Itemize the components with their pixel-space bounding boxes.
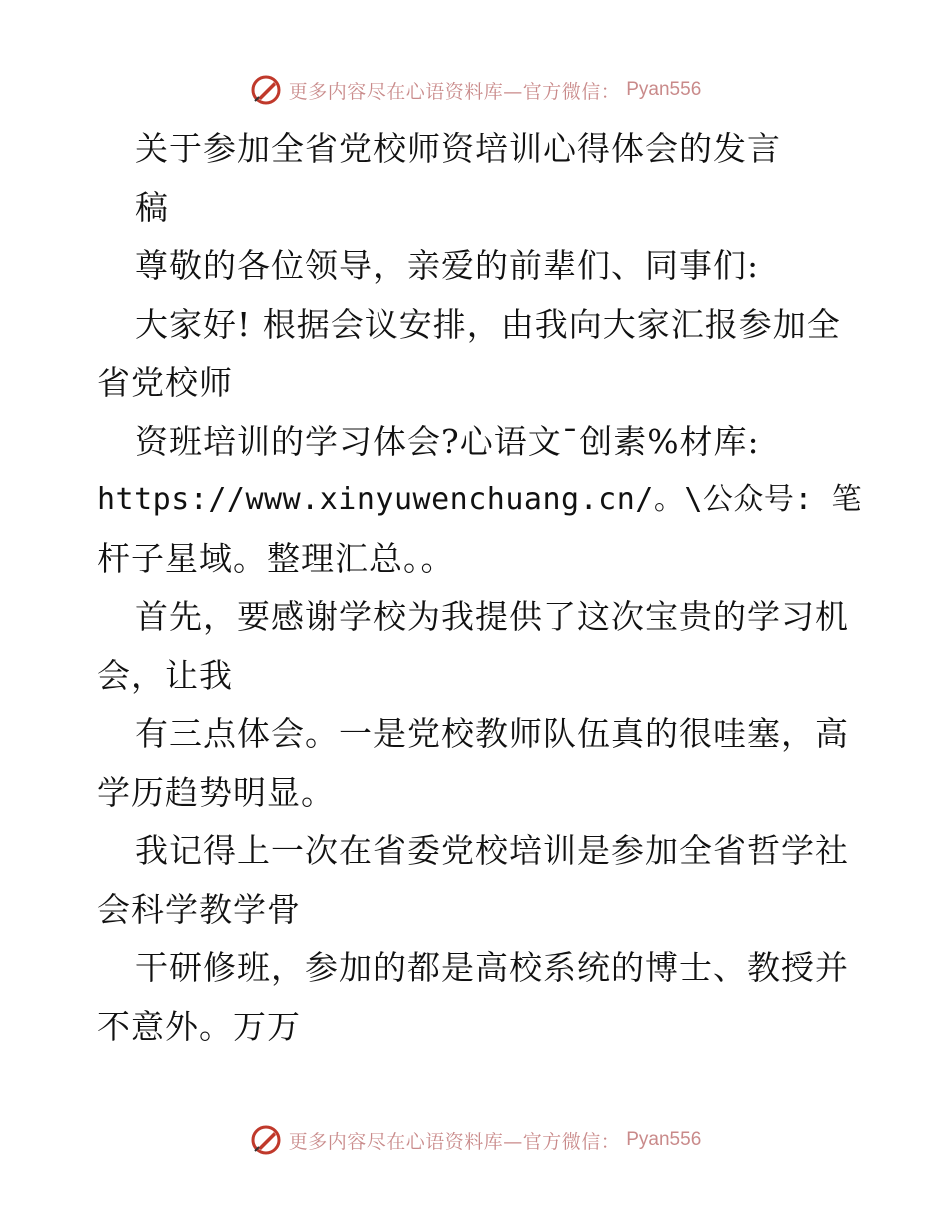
header-banner-wechat-id: Pyan556 xyxy=(626,79,702,100)
doc-paragraph-line: 学历趋势明显。 xyxy=(97,772,335,812)
doc-paragraph-line: 不意外。万万 xyxy=(97,1006,301,1046)
doc-paragraph-line: 干研修班，参加的都是高校系统的博士、教授并 xyxy=(135,948,849,987)
doc-paragraph-line: 大家好! 根据会议安排，由我向大家汇报参加全 xyxy=(135,304,841,344)
doc-paragraph-line: 会，让我 xyxy=(97,655,233,695)
doc-title-line-1: 关于参加全省党校师资培训心得体会的发言 xyxy=(135,129,781,168)
document-body xyxy=(97,120,863,1056)
doc-url-line: https://www.xinyuwenchuang.cn/。\公众号: 笔 xyxy=(97,482,863,517)
footer-banner-text: 更多内容尽在心语资料库—官方微信： xyxy=(288,1130,621,1153)
quill-pen-logo-icon xyxy=(249,73,283,107)
doc-paragraph-line: 省党校师 xyxy=(97,363,233,402)
footer-banner-wechat-id: Pyan556 xyxy=(626,1129,702,1150)
doc-paragraph-line: 首先，要感谢学校为我提供了这次宝贵的学习机 xyxy=(135,597,849,636)
doc-paragraph-line: 资班培训的学习体会?心语文¯创素%材库: xyxy=(135,421,760,461)
doc-paragraph-line: 有三点体会。一是党校教师队伍真的很哇塞，高 xyxy=(135,714,849,753)
doc-paragraph-line: 杆子星域。整理汇总。。 xyxy=(97,538,455,578)
header-banner-text: 更多内容尽在心语资料库—官方微信： xyxy=(288,80,621,103)
quill-pen-logo-icon xyxy=(249,1123,283,1157)
doc-paragraph-line: 我记得上一次在省委党校培训是参加全省哲学社 xyxy=(135,831,849,870)
header-banner xyxy=(0,70,950,110)
doc-title-line-2: 稿 xyxy=(135,187,169,227)
footer-banner xyxy=(0,1120,950,1160)
doc-paragraph-line: 会科学教学骨 xyxy=(97,889,301,929)
doc-salutation: 尊敬的各位领导，亲爱的前辈们、同事们: xyxy=(135,246,760,285)
